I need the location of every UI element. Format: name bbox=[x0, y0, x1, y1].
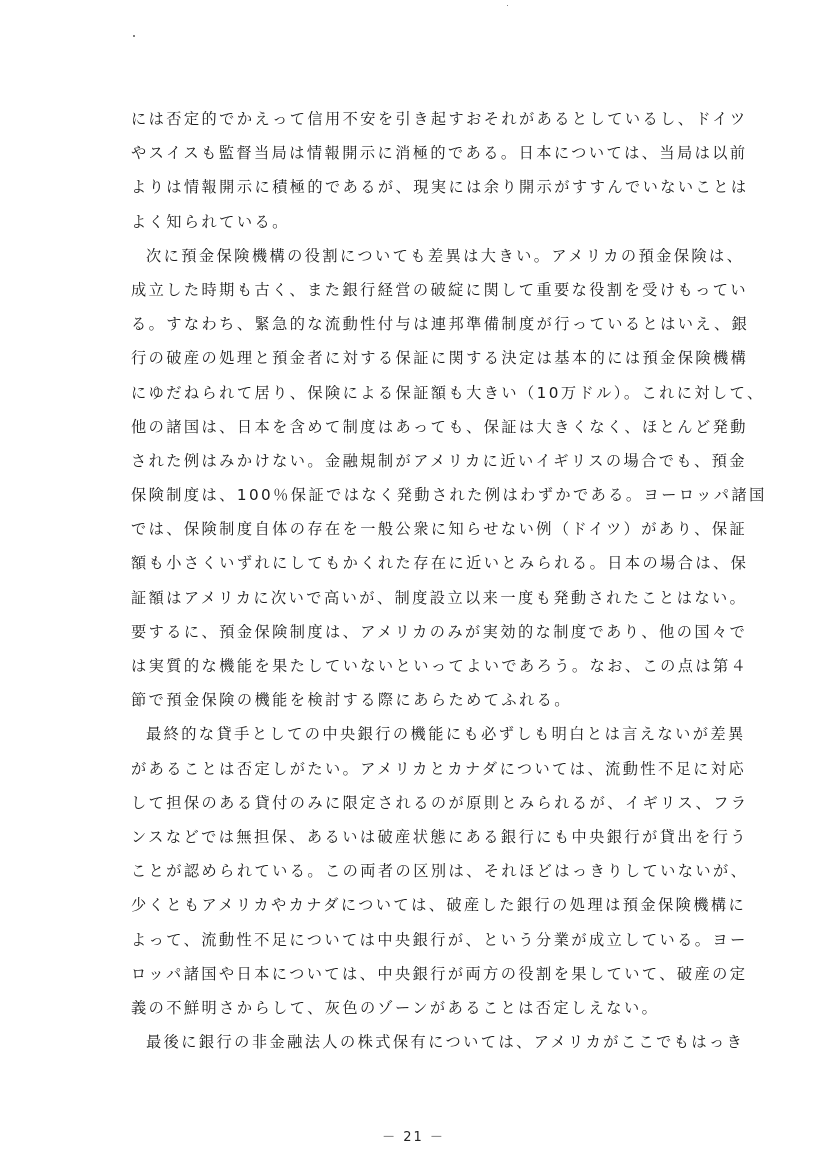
text-line: ことが認められている。この両者の区別は、それほどはっきりしていないが、 bbox=[131, 862, 749, 881]
paragraph-start-line: 次に預金保険機構の役割についても差異は大きい。アメリカの預金保険は、 bbox=[146, 246, 745, 265]
text-line: よって、流動性不足については中央銀行が、という分業が成立している。ヨー bbox=[131, 930, 748, 949]
text-line: にゆだねられて居り、保険による保証額も大きい（10万ドル）。これに対して、 bbox=[131, 383, 765, 402]
text-line: 義の不鮮明さからして、灰色のゾーンがあることは否定しえない。 bbox=[131, 998, 660, 1017]
text-line: して担保のある貸付のみに限定されるのが原則とみられるが、イギリス、フラ bbox=[131, 793, 749, 812]
paragraph-start-line: 最後に銀行の非金融法人の株式保有については、アメリカがここでもはっき bbox=[146, 1033, 745, 1052]
text-line: 他の諸国は、日本を含めて制度はあっても、保証は大きくなく、ほとんど発動 bbox=[131, 417, 748, 436]
text-line: ロッパ諸国や日本については、中央銀行が両方の役割を果していて、破産の定 bbox=[131, 964, 748, 983]
text-line: やスイスも監督当局は情報開示に消極的である。日本については、当局は以前 bbox=[131, 144, 748, 163]
paragraph-start-line: 最終的な貸手としての中央銀行の機能にも必ずしも明白とは言えないが差異 bbox=[146, 725, 746, 744]
text-line: があることは否定しがたい。アメリカとカナダについては、流動性不足に対応 bbox=[131, 759, 747, 778]
text-line: 額も小さくいずれにしてもかくれた存在に近いとみられる。日本の場合は、保 bbox=[131, 554, 749, 573]
text-line: では、保険制度自体の存在を一般公衆に知らせない例（ドイツ）があり、保証 bbox=[131, 520, 748, 539]
text-line: よく知られている。 bbox=[131, 212, 290, 231]
scan-speck bbox=[133, 35, 135, 37]
text-line: 節で預金保険の機能を検討する際にあらためてふれる。 bbox=[131, 691, 572, 710]
text-line: は実質的な機能を果たしていないといってよいであろう。なお、この点は第４ bbox=[131, 657, 749, 675]
text-line: よりは情報開示に積極的であるが、現実には余り開示がすすんでいないことは bbox=[131, 178, 749, 197]
text-line: ンスなどでは無担保、あるいは破産状態にある銀行にも中央銀行が貸出を行う bbox=[131, 827, 748, 846]
page-number: － 21 － bbox=[382, 1130, 445, 1145]
text-line: 要するに、預金保険制度は、アメリカのみが実効的な制度であり、他の国々で bbox=[131, 622, 748, 641]
scan-speck bbox=[507, 5, 508, 6]
text-line: 成立した時期も古く、また銀行経営の破綻に関して重要な役割を受けもってい bbox=[131, 280, 749, 299]
body-text bbox=[131, 102, 767, 1059]
text-line: 証額はアメリカに次いで高いが、制度設立以来一度も発動されたことはない。 bbox=[131, 588, 748, 607]
text-line: 行の破産の処理と預金者に対する保証に関する決定は基本的には預金保険機構 bbox=[131, 349, 749, 368]
text-line: された例はみかけない。金融規制がアメリカに近いイギリスの場合でも、預金 bbox=[131, 451, 747, 470]
text-line: には否定的でかえって信用不安を引き起すおそれがあるとしているし、ドイツ bbox=[131, 110, 748, 128]
text-line: る。すなわち、緊急的な流動性付与は連邦準備制度が行っているとはいえ、銀 bbox=[131, 315, 750, 334]
text-line: 保険制度は、100％保証ではなく発動された例はわずかである。ヨーロッパ諸国 bbox=[131, 486, 767, 505]
text-line: 少くともアメリカやカナダについては、破産した銀行の処理は預金保険機構に bbox=[131, 896, 747, 915]
